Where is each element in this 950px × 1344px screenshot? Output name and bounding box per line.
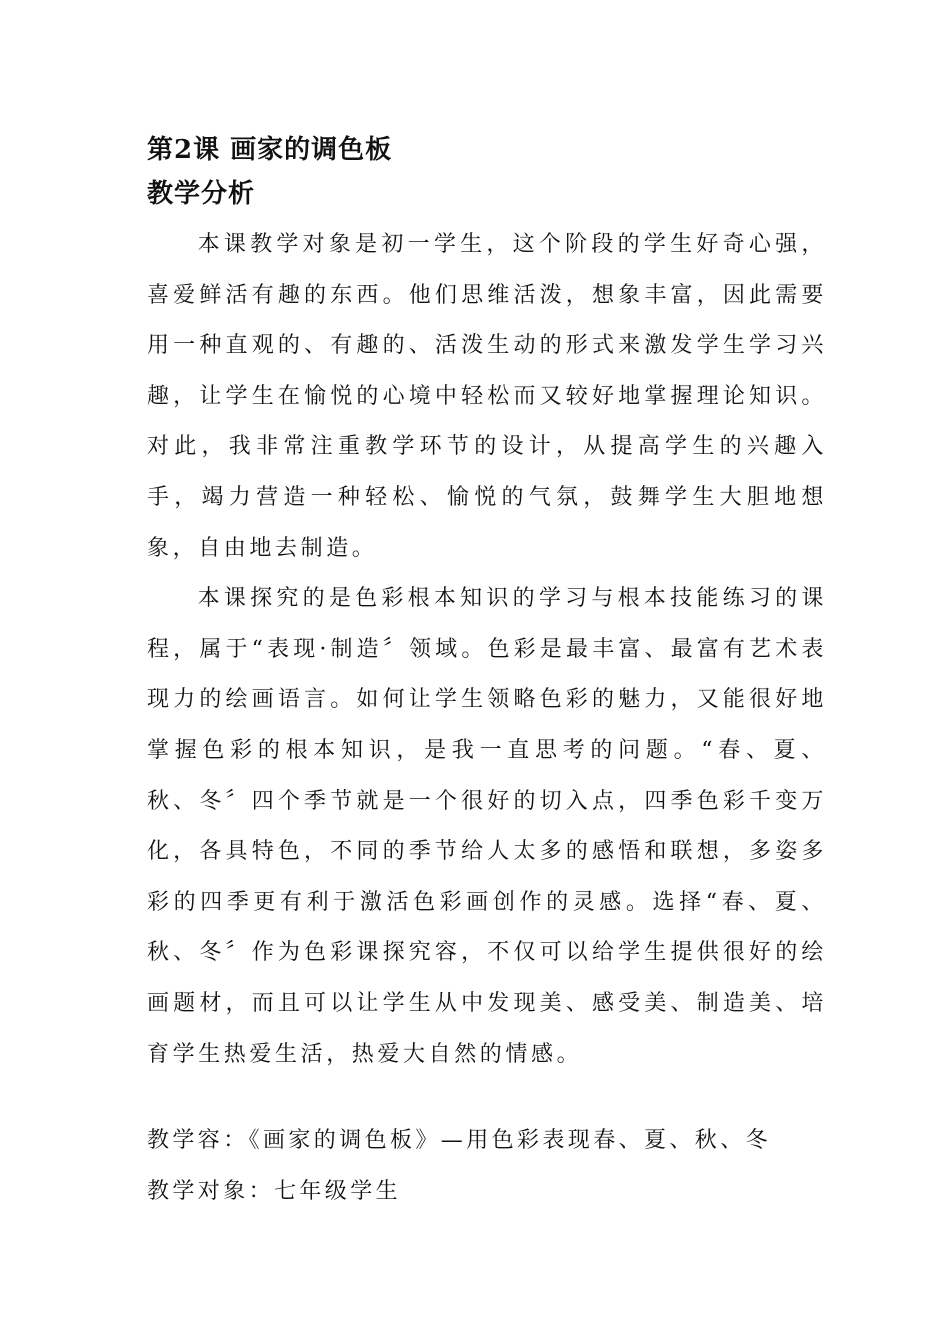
paragraph-analysis-1: 本课教学对象是初一学生，这个阶段的学生好奇心强，喜爱鲜活有趣的东西。他们思维活泼，想象丰富，因此需要用一种直观的、有趣的、活泼生动的形式来激发学生学习兴趣，让学生在愉悦的心境中轻松而又较好地掌握理论知识。对此，我非常注重教学环节的设计，从提高学生的兴趣入手，竭力营造一种轻松、愉悦的气氛，鼓舞学生大胆地想象，自由地去制造。 [147,232,827,561]
section-heading: 教学分析 [147,179,256,209]
paragraph-analysis-2: 本课探究的是色彩根本知识的学习与根本技能练习的课程，属于“表现·制造〞领域。色彩是最丰富、最富有艺术表现力的绘画语言。如何让学生领略色彩的魅力，又能很好地掌握色彩的根本知识，是我一直思考的问题。“春、夏、秋、冬〞四个季节就是一个很好的切入点，四季色彩千变万化，各具特色，不同的季节给人太多的感悟和联想，多姿多彩的四季更有利于激活色彩画创作的灵感。选择“春、夏、秋、冬〞作为色彩课探究容，不仅可以给学生提供很好的绘画题材，而且可以让学生从中发现美、感受美、制造美、培育学生热爱生活，热爱大自然的情感。 [147,586,827,1067]
teaching-content-line: 教学容：《画家的调色板》—用色彩表现春、夏、秋、冬 [147,1128,772,1154]
document-body [147,130,827,1217]
spacer [147,1080,827,1116]
lesson-title: 第2课 画家的调色板 [147,135,393,165]
teaching-target-line: 教学对象：七年级学生 [147,1178,402,1204]
